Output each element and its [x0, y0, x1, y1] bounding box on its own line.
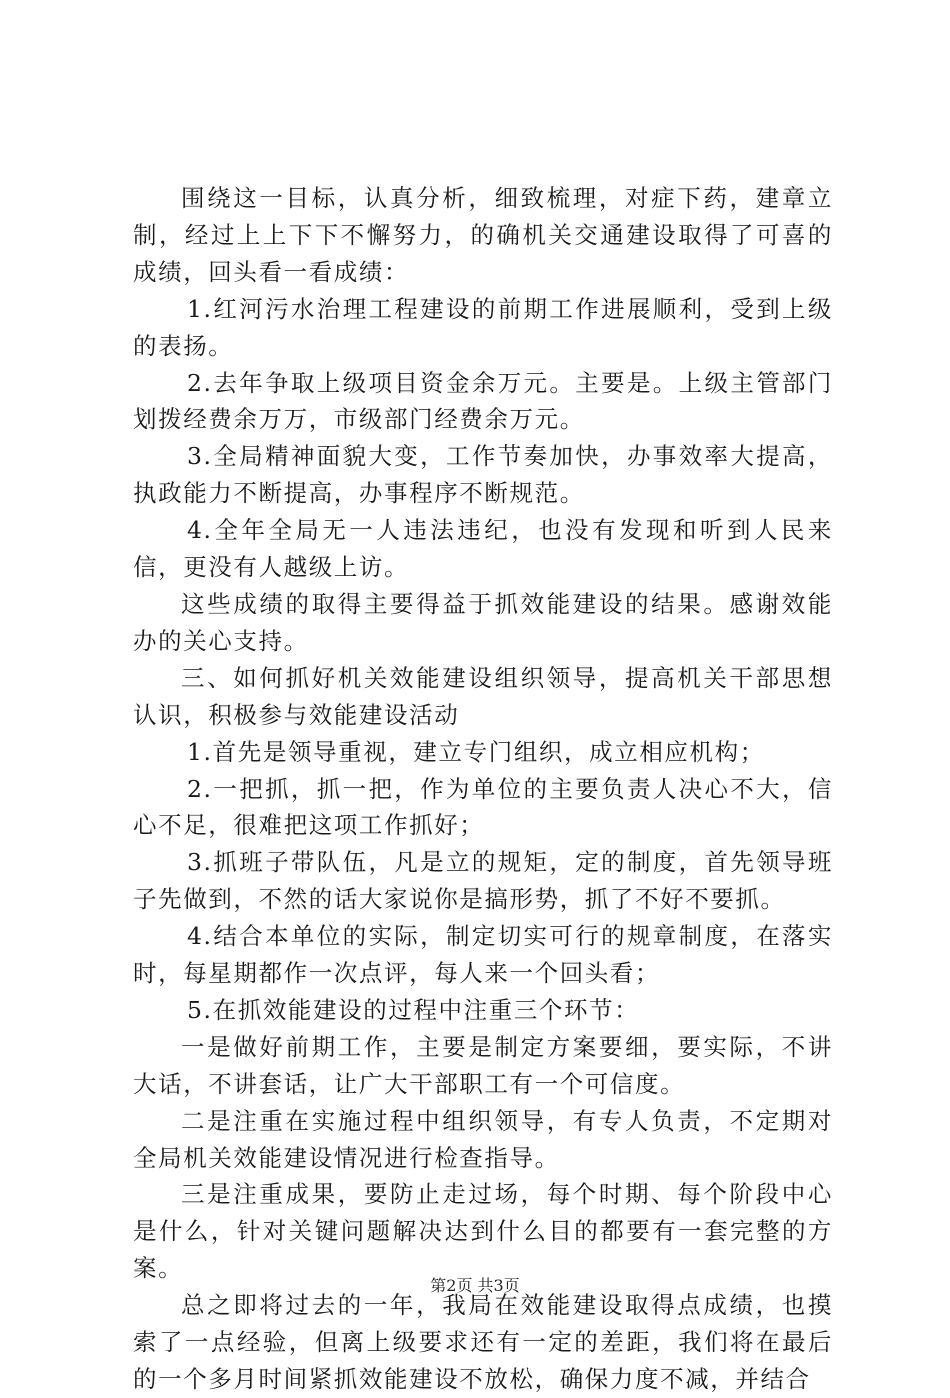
list-item-measure-4: 4.结合本单位的实际，制定切实可行的规章制度，在落实时，每星期都作一次点评，每人来一个回头看； [133, 922, 833, 988]
list-item-measure-1: 1.首先是领导重视，建立专门组织，成立相应机构； [187, 737, 765, 766]
paragraph-summary: 这些成绩的取得主要得益于抓效能建设的结果。感谢效能办的关心支持。 [133, 589, 833, 655]
paragraph-phase-two: 二是注重在实施过程中组织领导，有专人负责，不定期对全局机关效能建设情况进行检查指导。 [133, 1106, 833, 1172]
paragraph-phase-three: 三是注重成果，要防止走过场，每个时期、每个阶段中心是什么，针对关键问题解决达到什么目的都要有一套完整的方案。 [133, 1180, 833, 1283]
list-item-achievement-4: 4.全年全局无一人违法违纪，也没有发现和听到人民来信，更没有人越级上访。 [133, 516, 833, 582]
section-heading-three: 三、如何抓好机关效能建设组织领导，提高机关干部思想认识，积极参与效能建设活动 [133, 663, 833, 729]
page-footer: 第2页 共3页 [430, 1276, 520, 1295]
paragraph-conclusion: 总之即将过去的一年，我局在效能建设取得点成绩，也摸索了一点经验，但离上级要求还有一定的差距，我们将在最后的一个多月时间紧抓效能建设不放松，确保力度不减，并结合 [133, 1291, 833, 1393]
list-item-measure-3: 3.抓班子带队伍，凡是立的规矩，定的制度，首先领导班子先做到，不然的话大家说你是搞形势，抓了不好不要抓。 [133, 848, 833, 914]
paragraph-phase-one: 一是做好前期工作，主要是制定方案要细，要实际，不讲大话，不讲套话，让广大干部职工有一个可信度。 [133, 1032, 833, 1098]
list-item-measure-2: 2.一把抓，抓一把，作为单位的主要负责人决心不大，信心不足，很难把这项工作抓好； [133, 774, 833, 840]
list-item-measure-5: 5.在抓效能建设的过程中注重三个环节： [187, 995, 640, 1024]
list-item-achievement-2: 2.去年争取上级项目资金余万元。主要是。上级主管部门划拨经费余万万，市级部门经费余万元。 [133, 368, 833, 434]
paragraph-intro: 围绕这一目标，认真分析，细致梳理，对症下药，建章立制，经过上上下下不懈努力，的确机关交通建设取得了可喜的成绩，回头看一看成绩： [133, 184, 833, 286]
list-item-achievement-1: 1.红河污水治理工程建设的前期工作进展顺利，受到上级的表扬。 [133, 294, 833, 360]
document-body [133, 180, 833, 1398]
list-item-achievement-3: 3.全局精神面貌大变，工作节奏加快，办事效率大提高，执政能力不断提高，办事程序不断规范。 [133, 442, 833, 508]
